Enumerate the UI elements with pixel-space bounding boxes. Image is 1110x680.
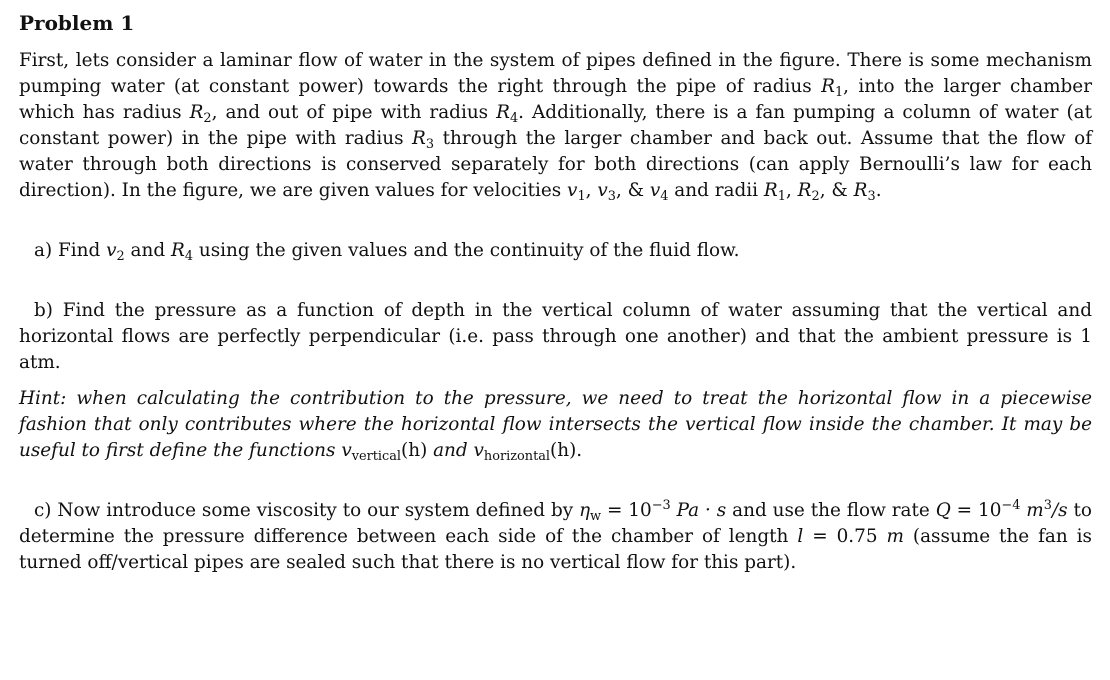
part-c-question: c) Now introduce some viscosity to our system defined by $\eta_w = 10^{-3}$ Pa · s and use the flow rate $Q = 10^{-4}$ $m^3/s$ to determine the pressure difference between each side of the chamber of length l = 0.75 m (assume the fan is turned off/vertical pipes are sealed such that there is no vertical flow for this part). <box>19 497 1092 573</box>
problem-intro: First, lets consider a laminar flow of water in the system of pipes defined in the figure. There is some mechanism pumping water (at constant power) towards the right through the pipe of radius $R_1$, into the larger chamber which has radius $R_2$, and out of pipe with radius $R_4$. Additionally, there is a fan pumping a column of water (at constant power) in the pipe with radius $R_3$ through the larger chamber and back out. Assume that the flow of water through both directions is conserved separately for both directions (can apply Bernoulli’s law for each direction). In the figure, we are given values for velocities $v_1$, $v_3$, & $v_4$ and radii $R_1$, $R_2$, & $R_3$. <box>19 50 1092 204</box>
part-a-question: a) Find $v_2$ and $R_4$ using the given values and the continuity of the fluid flow. <box>34 240 740 264</box>
problem-heading: Problem 1 <box>19 11 135 35</box>
part-b-hint: Hint: when calculating the contribution to the pressure, we need to treat the horizontal flow in a piecewise fashion that only contributes where the horizontal flow intersects the vertical flow inside the chamber. It may be useful to first define the functions $v_{vertical}(h)$ and $v_{horizontal}(h)$. <box>19 388 1092 464</box>
part-b-question: b) Find the pressure as a function of depth in the vertical column of water assuming that the vertical and horizontal flows are perfectly perpendicular (i.e. pass through one another) and that the ambient pressure is 1 atm. <box>19 300 1092 373</box>
